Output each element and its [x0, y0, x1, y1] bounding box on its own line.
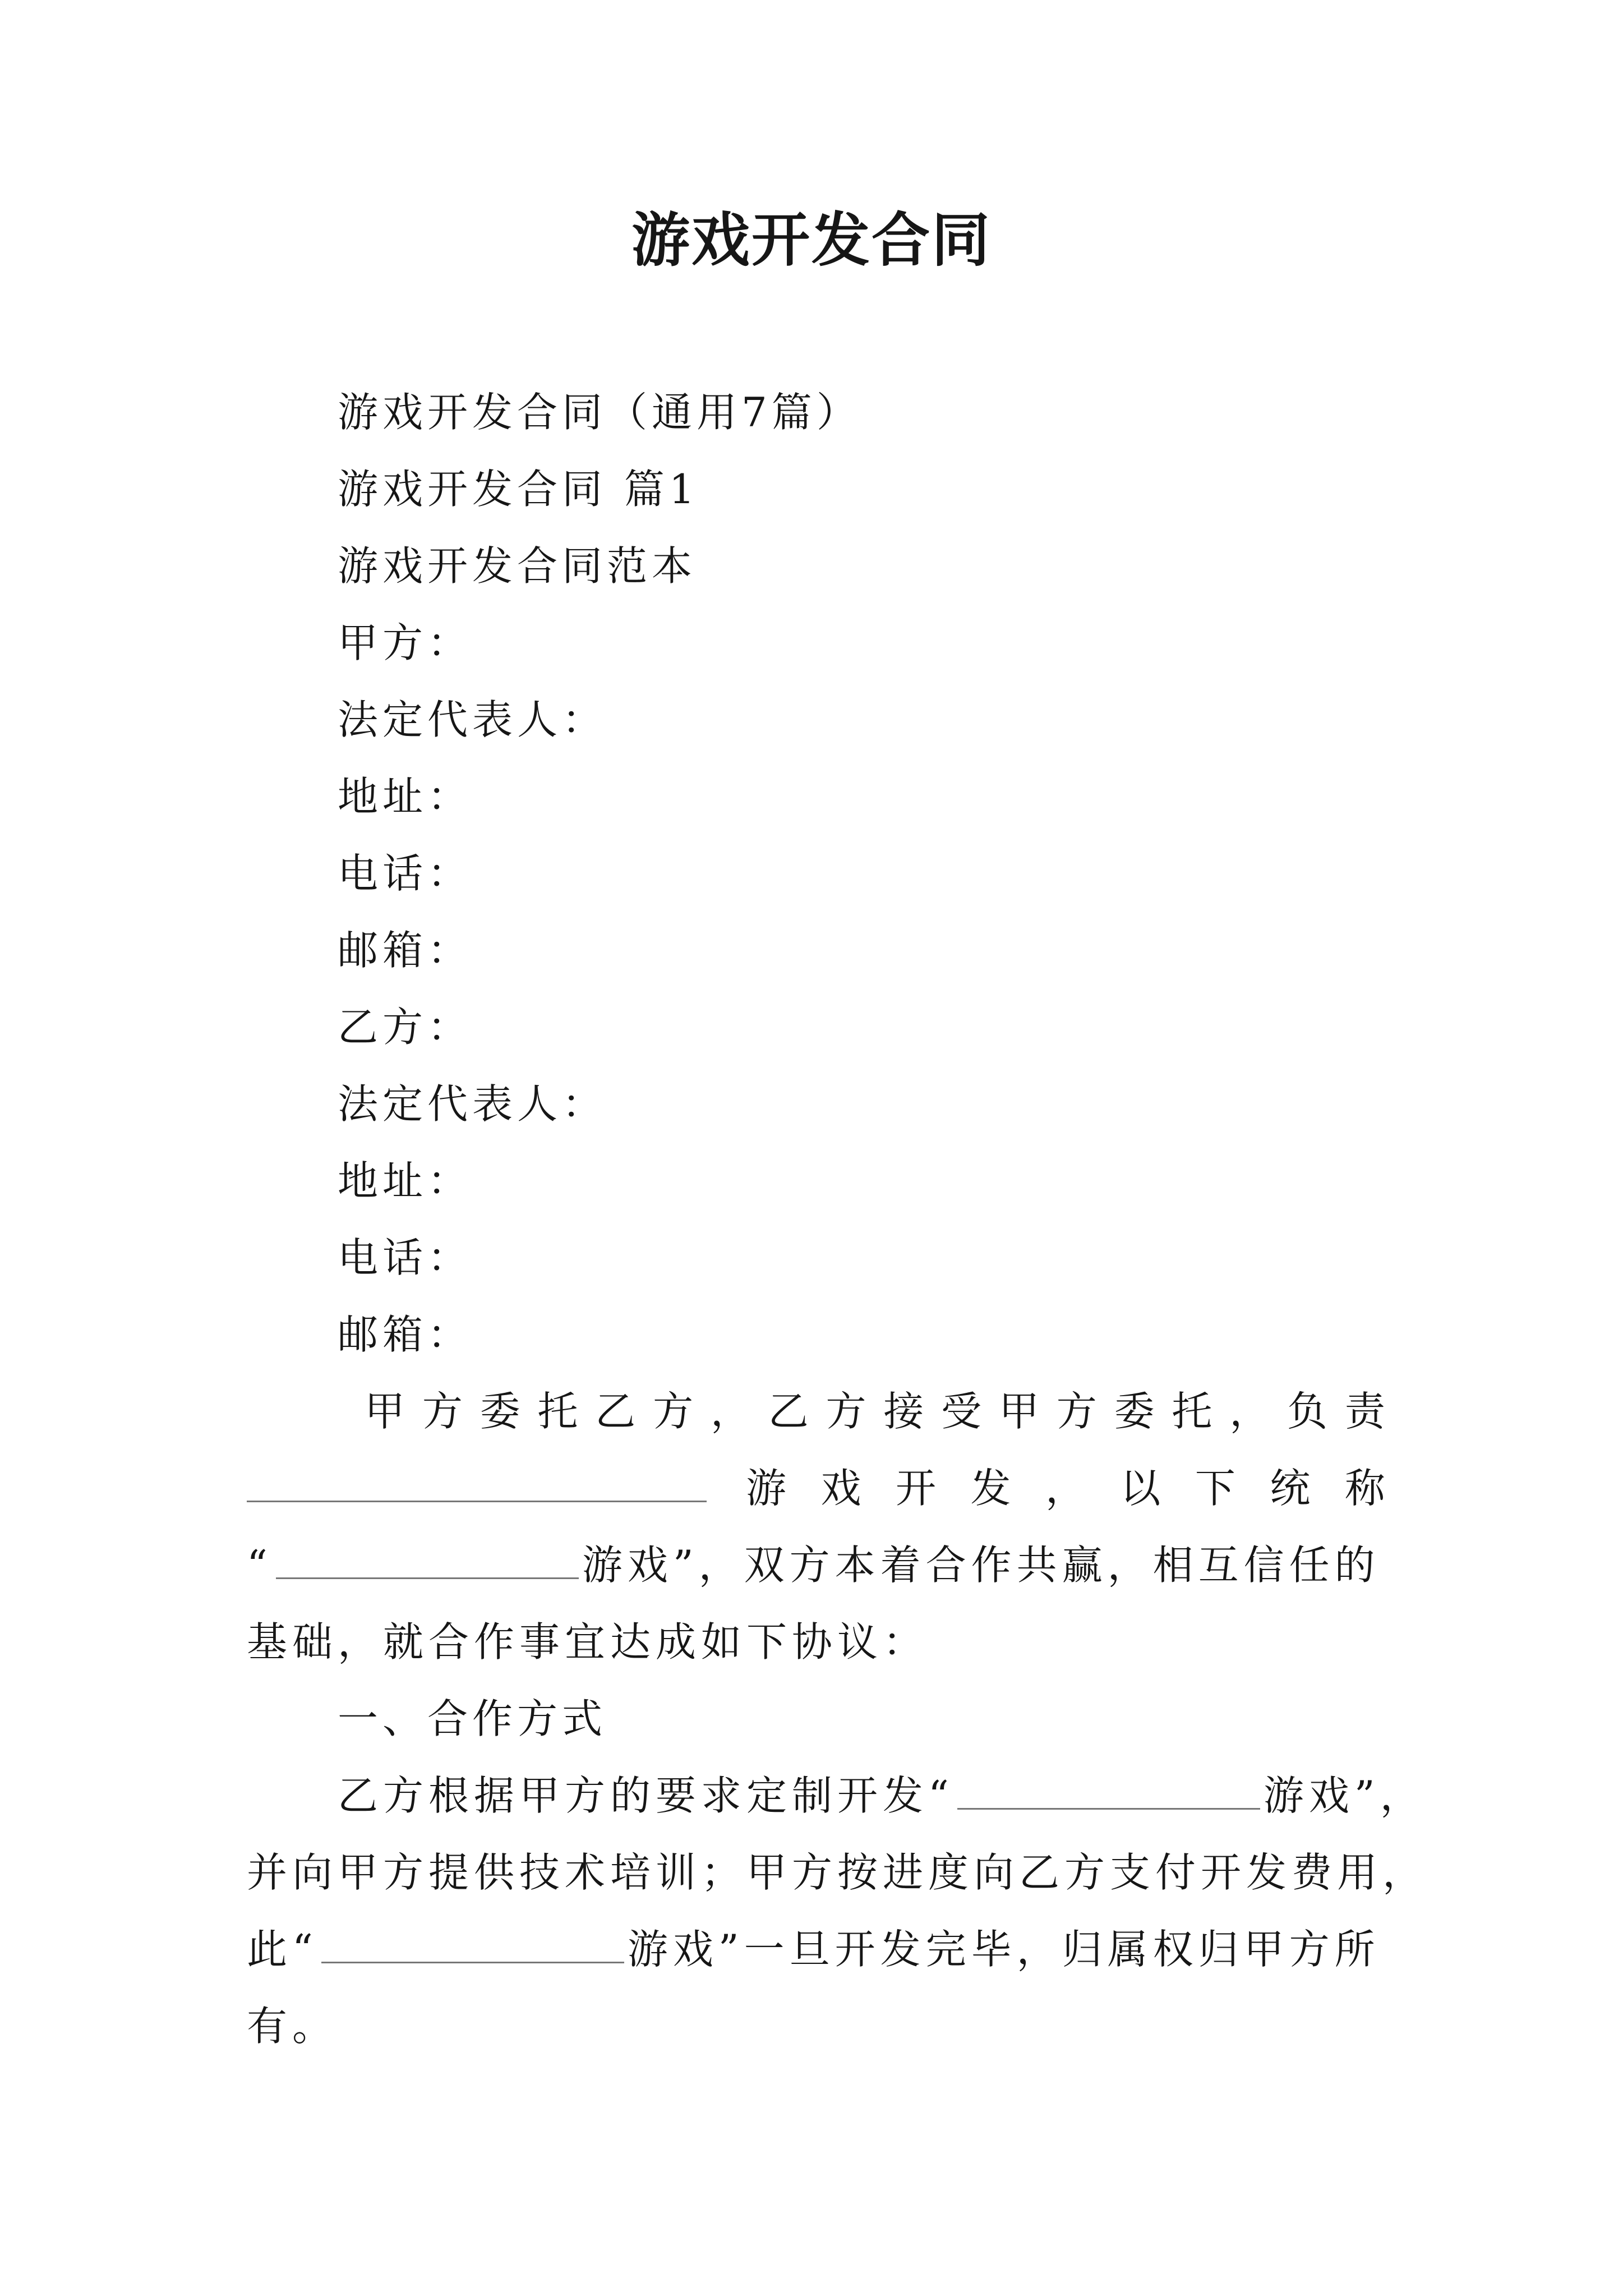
intro-line-1-char: 乙 — [595, 1388, 636, 1435]
intro-line-1-char: 负 — [1287, 1388, 1328, 1435]
intro-line-1-char: 方 — [422, 1388, 463, 1435]
clause-1-heading: 一、合作方式 — [338, 1695, 607, 1742]
section-heading: 游戏开发合同 篇1 — [338, 466, 699, 513]
intro-line-1-char: 方 — [826, 1388, 866, 1435]
intro-line-1-char: ， — [710, 1388, 751, 1435]
party-a-email: 邮箱： — [338, 927, 473, 974]
party-b-address: 地址： — [338, 1157, 473, 1204]
intro-line-2-char: 称 — [1344, 1465, 1385, 1512]
clause-1-line-1-post: 游戏”， — [1263, 1772, 1426, 1819]
intro-line-1-char: 委 — [479, 1388, 520, 1435]
intro-line-2-char: 戏 — [820, 1465, 861, 1512]
intro-line-1-char: 甲 — [365, 1388, 405, 1435]
clause-1-line-4: 有。 — [247, 2003, 338, 2050]
fill-in-blank[interactable] — [247, 1466, 707, 1502]
intro-line-1-char: 甲 — [998, 1388, 1039, 1435]
intro-line-1-char: 接 — [883, 1388, 924, 1435]
intro-line-1-char: 方 — [653, 1388, 694, 1435]
intro-line-1-char: 责 — [1344, 1388, 1385, 1435]
fill-in-blank[interactable] — [276, 1543, 579, 1579]
intro-line-1-char: 受 — [941, 1388, 982, 1435]
intro-line-1-char: 托 — [1172, 1388, 1212, 1435]
intro-line-1-char: 委 — [1114, 1388, 1155, 1435]
intro-line-1 — [365, 1381, 1385, 1442]
intro-line-1-char: 乙 — [768, 1388, 809, 1435]
intro-line-1-char: 方 — [1056, 1388, 1097, 1435]
intro-line-4: 基础，就合作事宜达成如下协议： — [247, 1618, 929, 1665]
intro-line-3-text: 游戏”，双方本着合作共赢，相互信任的 — [582, 1542, 1380, 1589]
intro-line-2-char: 统 — [1270, 1465, 1311, 1512]
intro-line-1-char: ， — [1229, 1388, 1270, 1435]
intro-line-2-char: 以 — [1120, 1465, 1161, 1512]
open-quote: “ — [247, 1542, 273, 1589]
party-b-phone: 电话： — [338, 1234, 473, 1281]
intro-line-2-char: 开 — [895, 1465, 936, 1512]
clause-1-line-2: 并向甲方提供技术培训；甲方按进度向乙方支付开发费用， — [247, 1849, 1428, 1896]
party-a-phone: 电话： — [338, 850, 473, 897]
intro-line-3 — [247, 1534, 1380, 1596]
clause-1-line-1-pre: 乙方根据甲方的要求定制开发“ — [338, 1772, 954, 1819]
party-b-rep: 法定代表人： — [338, 1080, 607, 1128]
fill-in-blank[interactable] — [957, 1773, 1260, 1810]
intro-line-2-char: ， — [1045, 1465, 1086, 1512]
party-a-address: 地址： — [338, 773, 473, 820]
fill-in-blank[interactable] — [321, 1927, 624, 1963]
intro-line-1-char: 托 — [537, 1388, 578, 1435]
clause-1-line-3-post: 游戏”一旦开发完毕，归属权归甲方所 — [627, 1926, 1380, 1973]
intro-line-2-char: 发 — [970, 1465, 1011, 1512]
party-b-label: 乙方： — [338, 1004, 473, 1051]
clause-1-line-1 — [338, 1765, 1426, 1826]
party-a-label: 甲方： — [338, 619, 473, 666]
template-name: 游戏开发合同范本 — [338, 542, 697, 590]
intro-line-2 — [247, 1457, 1385, 1519]
document-subtitle: 游戏开发合同（通用7篇） — [338, 389, 861, 436]
intro-line-2-char: 下 — [1195, 1465, 1235, 1512]
intro-line-2-char: 游 — [746, 1465, 787, 1512]
document-title: 游戏开发合同 — [631, 205, 992, 274]
clause-1-line-3-pre: 此“ — [247, 1926, 318, 1973]
clause-1-line-3 — [247, 1918, 1380, 1980]
intro-line-2-text — [746, 1457, 1385, 1519]
party-a-rep: 法定代表人： — [338, 696, 607, 743]
party-b-email: 邮箱： — [338, 1311, 473, 1358]
